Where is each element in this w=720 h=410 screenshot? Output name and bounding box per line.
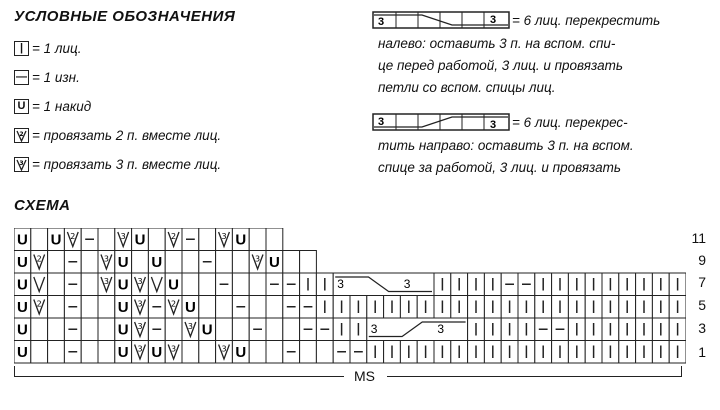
svg-text:U: U	[268, 253, 280, 271]
chart-cell	[619, 296, 636, 319]
svg-text:3: 3	[103, 277, 109, 286]
legend-text: = 1 лиц.	[32, 40, 82, 56]
chart-cell	[602, 318, 619, 341]
chart-cell	[400, 296, 417, 319]
chart-cell	[132, 273, 149, 296]
row-number: 1	[698, 344, 706, 360]
k2tog-symbol-icon	[14, 128, 29, 143]
chart-cell	[300, 251, 317, 274]
cable-count: 3	[370, 322, 378, 336]
cable-count: 3	[378, 116, 385, 128]
chart-cell	[81, 341, 98, 364]
svg-text:2: 2	[70, 232, 76, 241]
svg-text:U: U	[50, 231, 62, 249]
svg-text:3: 3	[103, 254, 109, 264]
chart-cell	[283, 318, 300, 341]
chart-cell	[249, 251, 266, 274]
chart-cell	[350, 318, 367, 341]
chart-cell	[636, 273, 653, 296]
row-number: 9	[698, 252, 706, 268]
chart-cell	[451, 296, 468, 319]
svg-text:U: U	[117, 253, 129, 271]
chart-cell	[48, 273, 65, 296]
chart-cell	[98, 251, 115, 274]
chart-cable	[367, 318, 468, 341]
svg-text:U: U	[184, 298, 196, 316]
chart-cell	[367, 341, 384, 364]
chart-cell	[484, 273, 501, 296]
chart-cell	[652, 296, 669, 319]
chart-cell	[350, 296, 367, 319]
chart-cell	[48, 318, 65, 341]
cable-left-line-1: = 6 лиц. перекрестить	[512, 13, 661, 28]
chart-cell	[199, 318, 216, 341]
svg-text:3: 3	[137, 277, 143, 286]
chart-cell	[132, 228, 149, 251]
chart-cell	[518, 318, 535, 341]
svg-text:2: 2	[171, 232, 177, 241]
chart-cell	[31, 251, 48, 274]
chart-cell	[182, 251, 199, 274]
chart-cell	[501, 296, 518, 319]
legend-item-knit	[14, 38, 82, 58]
chart-cell	[98, 341, 115, 364]
chart-cell	[283, 341, 300, 364]
chart-cell	[501, 273, 518, 296]
chart-cell	[148, 228, 165, 251]
legend-item-k2tog	[14, 125, 221, 145]
legend-text: = провязать 3 п. вместе лиц.	[32, 156, 222, 172]
chart-cell	[636, 318, 653, 341]
cable-left-icon	[372, 11, 510, 29]
chart-cell	[316, 296, 333, 319]
chart-cell	[14, 228, 31, 251]
row-number: 5	[698, 297, 706, 313]
cable-right-icon	[372, 113, 510, 131]
chart-cell	[518, 273, 535, 296]
chart-cell	[48, 341, 65, 364]
chart-cell	[417, 341, 434, 364]
svg-text:U: U	[235, 231, 247, 249]
chart-cell	[484, 341, 501, 364]
chart-cell	[316, 318, 333, 341]
knitting-chart-grid	[14, 228, 686, 364]
yarnover-symbol-icon: U	[14, 99, 29, 114]
chart-cell	[249, 296, 266, 319]
svg-text:U: U	[16, 298, 28, 316]
chart-cell	[64, 273, 81, 296]
svg-text:U: U	[117, 343, 129, 361]
chart-cell	[535, 318, 552, 341]
chart-cell	[165, 341, 182, 364]
cable-count: 3	[437, 322, 445, 336]
svg-text:3: 3	[255, 254, 261, 264]
cable-left-line-2: налево: оставить 3 п. на вспом. спи-	[378, 36, 616, 51]
chart-cell	[484, 296, 501, 319]
chart-cell	[31, 228, 48, 251]
purl-symbol-icon: —	[16, 71, 27, 83]
chart-cell	[619, 341, 636, 364]
chart-cell	[501, 318, 518, 341]
svg-text:2: 2	[171, 299, 177, 309]
chart-cell	[350, 341, 367, 364]
svg-text:U: U	[201, 321, 213, 339]
chart-cell	[249, 341, 266, 364]
chart-cell	[568, 341, 585, 364]
chart-cell	[31, 341, 48, 364]
chart-cell	[98, 228, 115, 251]
chart-cell	[98, 273, 115, 296]
chart-cell	[283, 296, 300, 319]
chart-cell	[115, 273, 132, 296]
chart-cell	[216, 273, 233, 296]
row-number: 3	[698, 320, 706, 336]
chart-cell	[652, 273, 669, 296]
svg-text:U: U	[117, 321, 129, 339]
repeat-label: MS	[354, 368, 375, 384]
chart-cell	[165, 296, 182, 319]
legend-text: = 1 изн.	[32, 69, 80, 85]
cable-right-line-2: тить направо: оставить 3 п. на вспом.	[378, 138, 634, 153]
chart-cell	[484, 318, 501, 341]
svg-text:3: 3	[187, 322, 193, 331]
svg-text:U: U	[134, 231, 146, 249]
chart-cell	[316, 273, 333, 296]
svg-text:U: U	[16, 276, 28, 294]
chart-cell	[14, 296, 31, 319]
svg-text:U: U	[235, 343, 247, 361]
chart-cell	[115, 251, 132, 274]
chart-cell	[64, 296, 81, 319]
chart-cell	[182, 273, 199, 296]
chart-cell	[182, 228, 199, 251]
chart-cell	[232, 251, 249, 274]
chart-cell	[518, 341, 535, 364]
row-number: 7	[698, 274, 706, 290]
chart-cell	[216, 251, 233, 274]
chart-cell	[602, 296, 619, 319]
chart-cell	[266, 228, 283, 251]
svg-text:3: 3	[221, 232, 227, 241]
repeat-bracket	[14, 366, 682, 388]
chart-cell	[148, 341, 165, 364]
chart-cell	[451, 341, 468, 364]
chart-cell	[232, 341, 249, 364]
chart-cell	[115, 228, 132, 251]
chart-cell	[199, 341, 216, 364]
chart-cell	[148, 251, 165, 274]
cable-right-line-3: спице за работой, 3 лиц. и провязать	[378, 160, 622, 175]
chart-cell	[283, 273, 300, 296]
chart-cell	[165, 273, 182, 296]
chart-cell	[468, 296, 485, 319]
chart-cell	[216, 296, 233, 319]
chart-cell	[552, 318, 569, 341]
chart-cell	[300, 341, 317, 364]
chart-cell	[585, 296, 602, 319]
chart-cell	[602, 273, 619, 296]
chart-cell	[81, 318, 98, 341]
chart-cell	[468, 341, 485, 364]
chart-cell	[316, 341, 333, 364]
chart-cell	[216, 341, 233, 364]
chart-cell	[602, 341, 619, 364]
svg-text:U: U	[151, 253, 163, 271]
legend-item-yarnover	[14, 96, 91, 116]
chart-cell	[182, 341, 199, 364]
chart-cell	[165, 318, 182, 341]
chart-cell	[451, 273, 468, 296]
chart-cell	[400, 341, 417, 364]
chart-cell	[585, 273, 602, 296]
chart-cell	[199, 251, 216, 274]
legend-title: УСЛОВНЫЕ ОБОЗНАЧЕНИЯ	[14, 8, 236, 25]
chart-cell	[132, 341, 149, 364]
chart-cell	[333, 318, 350, 341]
chart-cell	[31, 273, 48, 296]
chart-cell	[417, 296, 434, 319]
svg-text:2: 2	[19, 130, 24, 138]
cable-left-symbol	[372, 11, 510, 34]
chart-cell	[199, 273, 216, 296]
scheme-title: СХЕМА	[14, 197, 71, 214]
svg-text:U: U	[117, 298, 129, 316]
chart-cell	[333, 296, 350, 319]
svg-text:3: 3	[137, 322, 143, 331]
chart-cell	[14, 318, 31, 341]
cable-count: 3	[490, 119, 497, 131]
cable-count: 3	[403, 277, 411, 291]
chart-cell	[81, 296, 98, 319]
chart-cell	[636, 296, 653, 319]
chart-cell	[535, 341, 552, 364]
chart-cell	[199, 296, 216, 319]
chart-cell	[64, 251, 81, 274]
chart-cell	[568, 273, 585, 296]
chart-cell	[249, 273, 266, 296]
cable-right-symbol	[372, 113, 510, 136]
svg-text:U: U	[16, 231, 28, 249]
cable-count: 3	[490, 14, 497, 26]
chart-cell	[98, 296, 115, 319]
chart-cell	[148, 273, 165, 296]
chart-cell	[266, 296, 283, 319]
svg-text:2: 2	[36, 299, 42, 309]
chart-cell	[48, 228, 65, 251]
chart-cell	[115, 296, 132, 319]
chart-cell	[148, 318, 165, 341]
svg-text:3: 3	[19, 159, 24, 167]
legend-item-k3tog	[14, 154, 221, 174]
chart-cell	[266, 341, 283, 364]
chart-cell	[48, 251, 65, 274]
chart-cell	[535, 273, 552, 296]
chart-cell	[64, 228, 81, 251]
chart-cell	[182, 296, 199, 319]
chart-cell	[384, 296, 401, 319]
chart-cell	[434, 273, 451, 296]
knit-symbol-icon: |	[14, 41, 29, 56]
chart-cell	[384, 341, 401, 364]
svg-text:3: 3	[120, 232, 126, 241]
svg-text:U: U	[16, 321, 28, 339]
svg-text:3: 3	[137, 299, 143, 309]
chart-cell	[132, 251, 149, 274]
chart-cell	[266, 318, 283, 341]
chart-cell	[249, 228, 266, 251]
chart-cell	[14, 273, 31, 296]
svg-text:3: 3	[221, 344, 227, 354]
cable-left-line-4: петли со вспом. спицы лиц.	[378, 80, 556, 95]
chart-cell	[81, 251, 98, 274]
chart-cell	[619, 273, 636, 296]
chart-cell	[98, 318, 115, 341]
chart-cell	[552, 273, 569, 296]
chart-cell	[64, 341, 81, 364]
svg-text:U: U	[16, 343, 28, 361]
cable-right-line-1: = 6 лиц. перекрес-	[512, 115, 628, 130]
chart-cell	[501, 341, 518, 364]
chart-cell	[434, 341, 451, 364]
chart-cell	[266, 251, 283, 274]
chart-cell	[165, 228, 182, 251]
chart-cell	[232, 318, 249, 341]
chart-cell	[300, 273, 317, 296]
chart-cell	[333, 341, 350, 364]
chart-cell	[31, 296, 48, 319]
chart-cell	[216, 228, 233, 251]
chart-cell	[585, 318, 602, 341]
chart-cell	[148, 296, 165, 319]
chart-cell	[535, 296, 552, 319]
chart-cell	[165, 251, 182, 274]
chart-cell	[636, 341, 653, 364]
chart-cell	[182, 318, 199, 341]
chart-cell	[367, 296, 384, 319]
legend-text: = 1 накид	[32, 98, 92, 114]
chart-cell	[14, 251, 31, 274]
chart-cell	[518, 296, 535, 319]
chart-cell	[81, 228, 98, 251]
cable-left-line-3: це перед работой, 3 лиц. и провязать	[378, 58, 623, 73]
svg-text:2: 2	[36, 254, 42, 264]
svg-text:3: 3	[171, 344, 177, 354]
k3tog-symbol-icon	[14, 157, 29, 172]
chart-cell	[232, 228, 249, 251]
chart-cell	[115, 318, 132, 341]
cable-count: 3	[378, 16, 385, 28]
chart-cell	[232, 273, 249, 296]
chart-cell	[585, 341, 602, 364]
chart-cell	[468, 273, 485, 296]
chart-cell	[652, 318, 669, 341]
chart-cable	[333, 273, 434, 296]
chart-cell	[468, 318, 485, 341]
chart-cell	[552, 341, 569, 364]
chart-cell	[81, 273, 98, 296]
chart-cell	[132, 296, 149, 319]
chart-cell	[199, 228, 216, 251]
chart-cell	[31, 318, 48, 341]
chart-cell	[266, 273, 283, 296]
chart-cell	[283, 251, 300, 274]
svg-text:U: U	[168, 276, 180, 294]
chart-cell	[568, 318, 585, 341]
chart-cell	[552, 296, 569, 319]
chart-cell	[652, 341, 669, 364]
chart-cell	[14, 341, 31, 364]
chart-cell	[115, 341, 132, 364]
chart-cell	[48, 296, 65, 319]
knitting-chart	[14, 228, 686, 369]
legend-item-purl	[14, 67, 80, 87]
svg-text:U: U	[16, 253, 28, 271]
chart-cell	[232, 296, 249, 319]
chart-cell	[249, 318, 266, 341]
chart-cell	[300, 296, 317, 319]
chart-cell	[64, 318, 81, 341]
chart-cell	[132, 318, 149, 341]
chart-cell	[434, 296, 451, 319]
chart-cell	[568, 296, 585, 319]
row-number: 11	[691, 230, 706, 246]
chart-cell	[300, 318, 317, 341]
svg-text:U: U	[151, 343, 163, 361]
chart-cell	[619, 318, 636, 341]
legend-text: = провязать 2 п. вместе лиц.	[32, 127, 222, 143]
cable-count: 3	[337, 277, 344, 291]
svg-text:U: U	[117, 276, 129, 294]
svg-text:3: 3	[137, 344, 143, 354]
chart-cell	[216, 318, 233, 341]
